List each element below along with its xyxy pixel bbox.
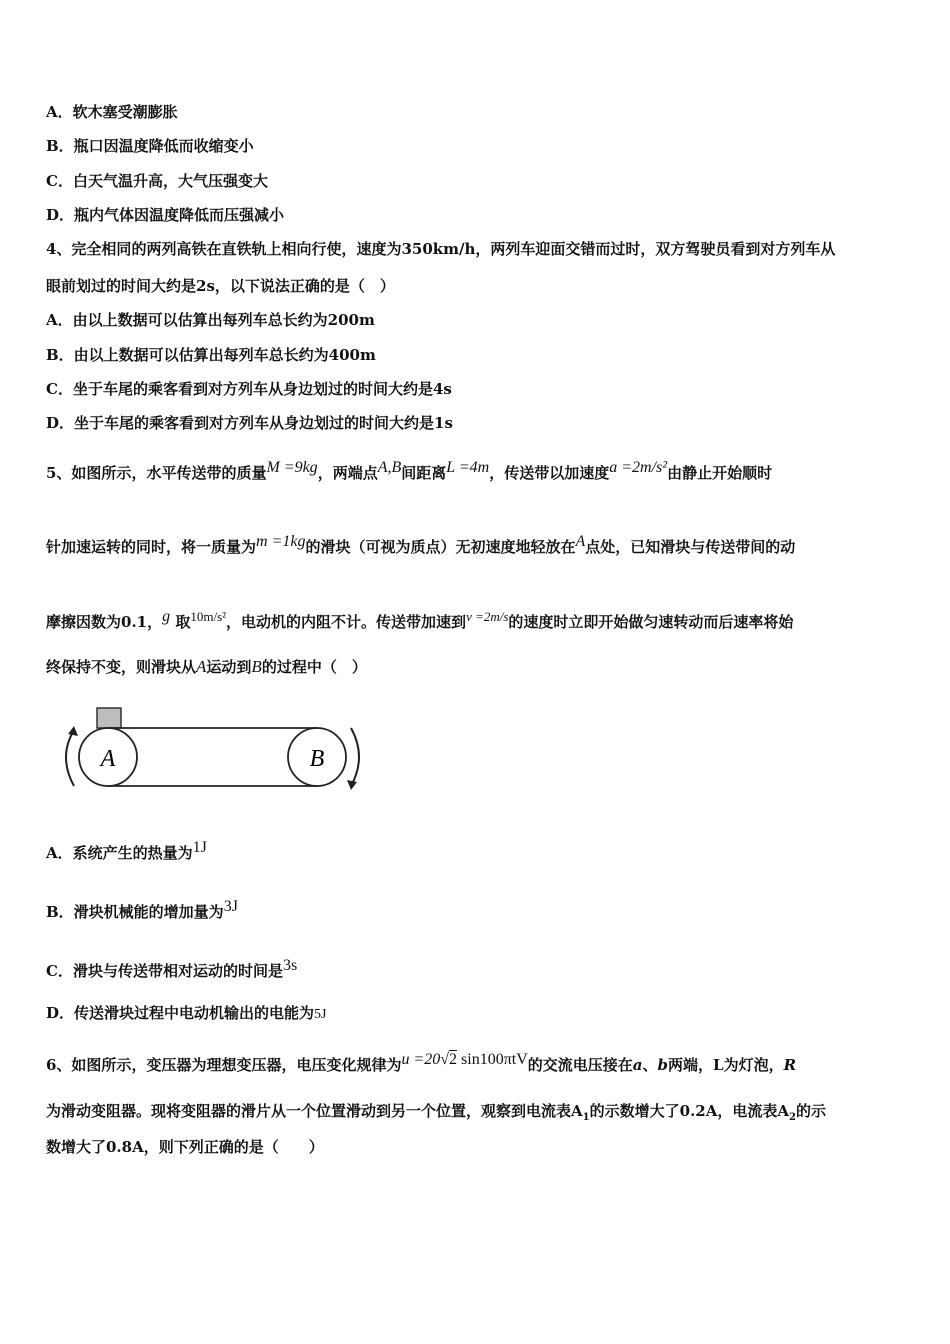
- q5-g-value: 10m/s²: [190, 609, 227, 624]
- q6-text: 6、如图所示，变压器为理想变压器，电压变化规律为: [46, 1056, 402, 1074]
- q6-formula-prefix: u =20: [401, 1051, 441, 1068]
- q6-formula-radicand: 2: [449, 1051, 458, 1068]
- q6-text: 的示: [795, 1102, 826, 1120]
- q5-option-a-value: 1J: [192, 839, 207, 856]
- q5-acceleration-a: a =2m/s²: [609, 459, 668, 476]
- q5-text: 5、如图所示，水平传送带的质量: [46, 464, 267, 482]
- q6-text: 的交流电压接在: [527, 1056, 633, 1074]
- conveyor-belt-diagram: [56, 700, 376, 800]
- q5-distance-L: L =4m: [446, 459, 490, 476]
- q6-resistor-R: R: [783, 1056, 797, 1074]
- q5-mass-m: m =1kg: [256, 533, 306, 550]
- q4-option-a: A．由以上数据可以估算出每列车总长约为200m: [46, 311, 375, 329]
- q6-stem-line2: [46, 1101, 826, 1128]
- q4-option-d: D．坐于车尾的乘客看到对方列车从身边划过的时间大约是1s: [46, 414, 453, 432]
- q5-option-a-text: A．系统产生的热量为: [46, 844, 193, 862]
- q6-ammeter-a2-sub: 2: [789, 1112, 796, 1123]
- slider-block: [97, 708, 121, 728]
- q5-text: 的过程中（ ）: [261, 658, 367, 676]
- q6-ammeter-a1-letter: A: [571, 1102, 583, 1120]
- q5-to-B: B: [251, 657, 262, 676]
- q5-text: 终保持不变，则滑块从: [46, 658, 197, 676]
- q5-text: ，电动机的内阻不计。传送带加速到: [226, 613, 467, 631]
- q5-option-b-text: B．滑块机械能的增加量为: [46, 903, 224, 921]
- q5-option-d: [46, 1003, 326, 1025]
- q6-ammeter-a2: [777, 1102, 796, 1123]
- q6-terminal-a: a: [632, 1056, 643, 1074]
- q5-text: 取: [175, 613, 191, 631]
- q5-text: 的滑块（可视为质点）无初速度地轻放在: [305, 538, 576, 556]
- q5-text: 摩擦因数为0.1，: [46, 613, 163, 631]
- q5-option-b: [46, 897, 238, 922]
- q6-stem-line3: 数增大了0.8A，则下列正确的是（ ）: [46, 1138, 324, 1156]
- q4-stem-line2: 眼前划过的时间大约是2s，以下说法正确的是（ ）: [46, 277, 395, 295]
- q5-stem-line3: [46, 607, 793, 632]
- q6-ammeter-a1-sub: 1: [582, 1112, 590, 1123]
- arrowhead-right: [347, 780, 357, 790]
- q6-formula-suffix: sin100πtV: [457, 1051, 528, 1068]
- q6-text: 两端，L为灯泡，: [668, 1056, 784, 1074]
- q6-stem-line1: [46, 1050, 796, 1075]
- q5-velocity-v: v =2m/s: [466, 609, 509, 624]
- q5-text: 运动到: [206, 658, 252, 676]
- q5-point-A: A: [575, 533, 586, 550]
- q5-stem-line2: [46, 532, 795, 557]
- q6-separator: 、: [642, 1056, 658, 1074]
- q5-stem-line1: [46, 458, 772, 483]
- q6-ammeter-a1: [571, 1102, 590, 1123]
- q5-option-d-value: 5J: [314, 1007, 327, 1022]
- q4-option-b: B．由以上数据可以估算出每列车总长约为400m: [46, 346, 376, 364]
- q4-option-c: C．坐于车尾的乘客看到对方列车从身边划过的时间大约是4s: [46, 380, 452, 398]
- rotation-arrow-right: [351, 728, 359, 786]
- q5-text: 间距离: [401, 464, 447, 482]
- q6-text: 为滑动变阻器。现将变阻器的滑片从一个位置滑动到另一个位置，观察到电流表: [46, 1102, 572, 1120]
- q5-option-c-value: 3s: [282, 957, 298, 974]
- rotation-arrow-left: [66, 730, 74, 786]
- arrowhead-left: [68, 726, 78, 736]
- q5-text: 点处，已知滑块与传送带间的动: [585, 538, 796, 556]
- q6-voltage-formula: u =20√2 sin100πtV: [401, 1051, 528, 1068]
- q5-option-c-text: C．滑块与传送带相对运动的时间是: [46, 962, 283, 980]
- q5-text: ，传送带以加速度: [489, 464, 610, 482]
- q5-option-a: [46, 838, 207, 863]
- q5-text: 针加速运转的同时，将一质量为: [46, 538, 257, 556]
- pulley-a-label: A: [100, 746, 116, 772]
- q3-option-d: D．瓶内气体因温度降低而压强减小: [46, 206, 285, 224]
- q3-option-c: C．白天气温升高，大气压强变大: [46, 172, 268, 190]
- q6-ammeter-a2-letter: A: [777, 1102, 790, 1120]
- q5-option-c: [46, 956, 297, 981]
- q3-option-a: A．软木塞受潮膨胀: [46, 103, 178, 121]
- q5-option-b-value: 3J: [223, 898, 238, 915]
- q5-text: 的速度时立即开始做匀速转动而后速率将始: [508, 613, 794, 631]
- q5-text: 由静止开始顺时: [667, 464, 773, 482]
- q6-terminal-b: b: [657, 1056, 669, 1074]
- q3-option-b: B．瓶口因温度降低而收缩变小: [46, 137, 254, 155]
- q4-stem-line1: 4、完全相同的两列高铁在直铁轨上相向行使，速度为350km/h，两列车迎面交错而过时，双方驾驶员看到对方列车从: [46, 240, 836, 258]
- q6-text: 的示数增大了0.2A，电流表: [589, 1102, 778, 1120]
- q5-points-AB: A,B: [377, 459, 402, 476]
- q5-mass-M: M =9kg: [266, 459, 318, 476]
- q5-from-A: A: [196, 657, 207, 676]
- pulley-b-label: B: [309, 746, 325, 772]
- q5-option-d-text: D．传送滑块过程中电动机输出的电能为: [46, 1004, 315, 1022]
- q5-g-symbol: g: [162, 608, 171, 625]
- q5-text: ，两端点: [317, 464, 378, 482]
- q5-stem-line4: [46, 657, 367, 677]
